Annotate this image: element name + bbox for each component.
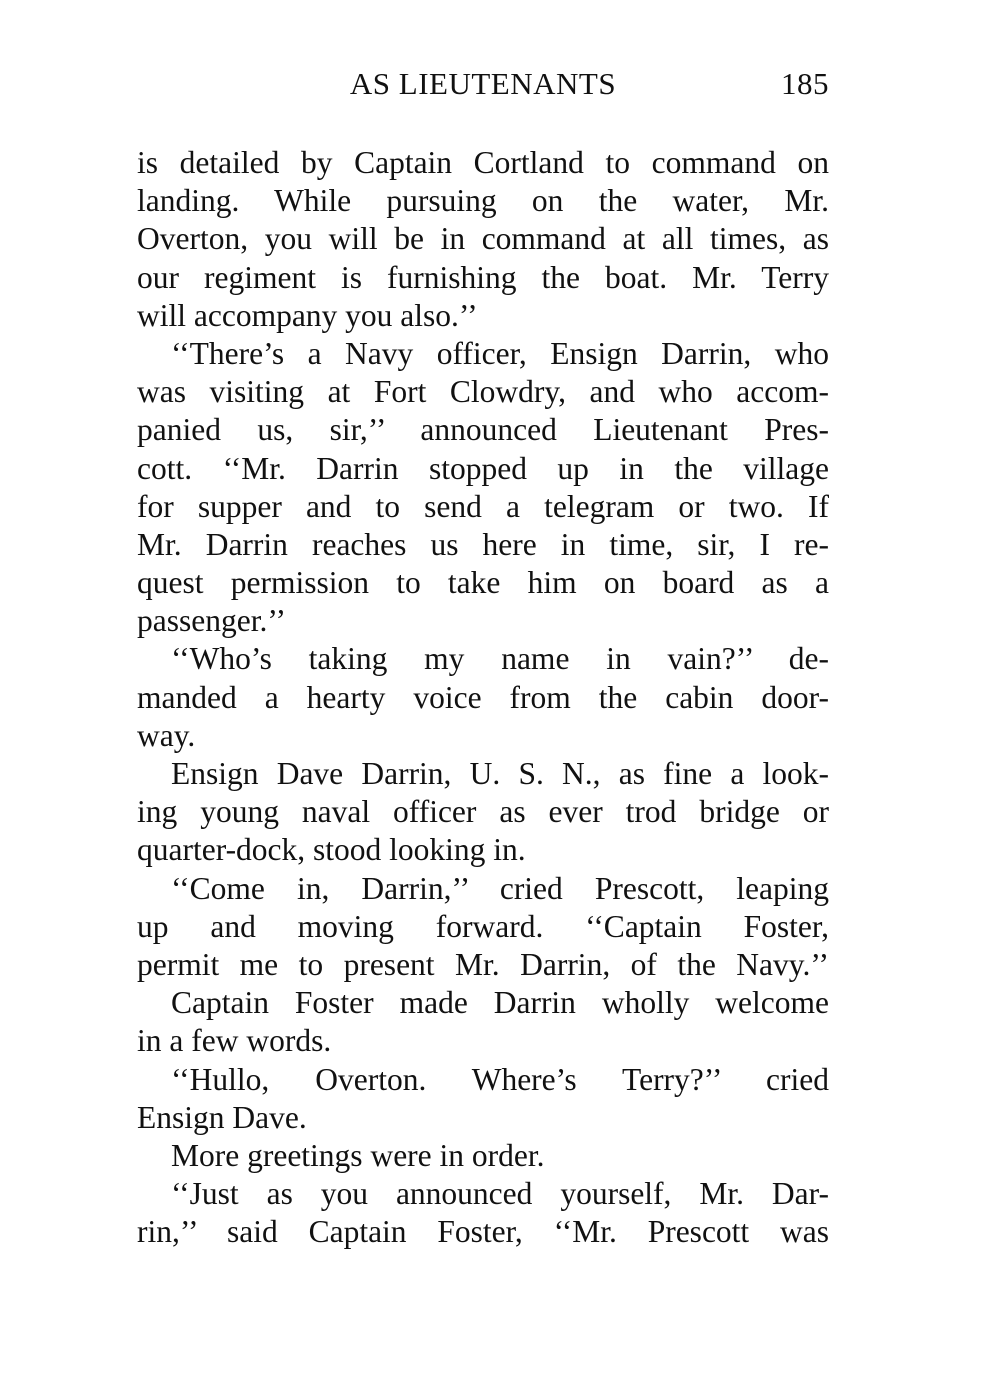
- text-line: way.: [137, 717, 196, 753]
- running-head: [137, 66, 829, 112]
- text-line: ‘‘Who’s taking my name in vain?’’ de-: [171, 641, 829, 677]
- text-line: panied us, sir,’’ announced Lieutenant Pres-: [137, 412, 829, 448]
- text-line: ing young naval officer as ever trod bridge or: [137, 794, 829, 830]
- page-number: 185: [781, 66, 829, 101]
- text-line: is detailed by Captain Cortland to command on: [137, 145, 829, 180]
- text-line: Mr. Darrin reaches us here in time, sir, I re-: [137, 526, 829, 562]
- text-line: for supper and to send a telegram or two. If: [137, 488, 829, 524]
- text-line: Ensign Dave.: [137, 1099, 307, 1135]
- text-line: permit me to present Mr. Darrin, of the Navy.’’: [137, 946, 829, 982]
- text-line: in a few words.: [137, 1023, 332, 1059]
- running-title: AS LIEUTENANTS: [349, 66, 617, 101]
- text-line: quest permission to take him on board as a: [137, 565, 829, 601]
- text-line: rin,’’ said Captain Foster, ‘‘Mr. Prescott was: [137, 1214, 829, 1250]
- text-line: ‘‘Just as you announced yourself, Mr. Dar-: [171, 1176, 829, 1212]
- text-line: up and moving forward. ‘‘Captain Foster,: [137, 908, 829, 944]
- text-line: will accompany you also.’’: [137, 297, 478, 333]
- text-line: ‘‘There’s a Navy officer, Ensign Darrin, who: [171, 335, 829, 371]
- text-line: quarter-dock, stood looking in.: [137, 832, 526, 868]
- text-line: passenger.’’: [137, 603, 286, 639]
- text-line: Overton, you will be in command at all times, as: [137, 221, 829, 257]
- text-line: cott. ‘‘Mr. Darrin stopped up in the village: [137, 450, 829, 486]
- body-text: [137, 144, 829, 1251]
- text-line: our regiment is furnishing the boat. Mr. Terry: [137, 259, 829, 295]
- text-line: More greetings were in order.: [171, 1137, 545, 1173]
- text-line: ‘‘Hullo, Overton. Where’s Terry?’’ cried: [171, 1061, 829, 1097]
- text-line: ‘‘Come in, Darrin,’’ cried Prescott, leaping: [171, 870, 829, 906]
- text-line: landing. While pursuing on the water, Mr.: [137, 183, 829, 219]
- text-line: was visiting at Fort Clowdry, and who accom-: [137, 374, 829, 410]
- text-line: Ensign Dave Darrin, U. S. N., as fine a look-: [171, 756, 829, 791]
- text-line: manded a hearty voice from the cabin door-: [137, 679, 829, 715]
- text-line: Captain Foster made Darrin wholly welcome: [171, 985, 829, 1021]
